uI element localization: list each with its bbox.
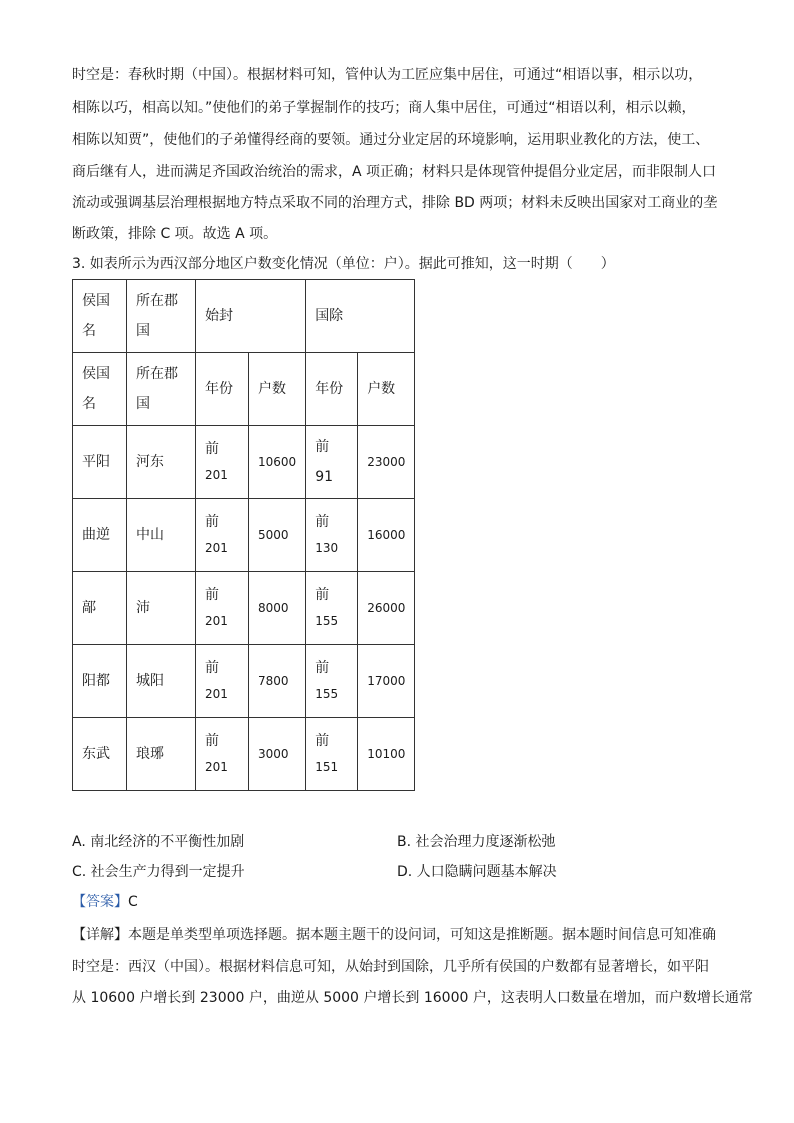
cell-start-households: 8000 — [249, 572, 306, 645]
cell-start-households: 5000 — [249, 499, 306, 572]
intro-line-1: 时空是：春秋时期（中国）。根据材料可知，管仲认为工匠应集中居住，可通过“相语以事，相示以功， — [72, 67, 703, 83]
intro-line-5: 流动或强调基层治理根据地方特点采取不同的治理方式，排除 BD 两项；材料未反映出国家对工商业的垄 — [72, 195, 718, 211]
header-commandery: 所在郡 国 — [127, 280, 196, 353]
option-d: D. 人口隐瞒问题基本解决 — [397, 864, 557, 880]
cell-name: 东武 — [73, 718, 127, 791]
cell-commandery: 中山 — [127, 499, 196, 572]
cell-start-households: 7800 — [249, 645, 306, 718]
subheader-commandery: 所在郡 国 — [127, 353, 196, 426]
cell-end-year: 前 151 — [306, 718, 358, 791]
cell-commandery: 城阳 — [127, 645, 196, 718]
cell-end-year: 前 155 — [306, 645, 358, 718]
intro-line-3: 相陈以知贾”，使他们的子弟懂得经商的要领。通过分业定居的环境影响，运用职业教化的方法，使工、 — [72, 132, 710, 148]
subheader-end-households: 户数 — [358, 353, 415, 426]
cell-end-year: 前 91 — [306, 426, 358, 499]
detail-text-1: 本题是单类型单项选择题。据本题主题干的设问词，可知这是推断题。据本题时间信息可知准确 — [128, 927, 716, 943]
option-b: B. 社会治理力度逐渐松弛 — [397, 834, 556, 850]
detail-line-1 — [72, 925, 716, 945]
answer-label: 【答案】 — [72, 894, 128, 910]
table-header-row-1 — [73, 280, 415, 353]
cell-end-households: 26000 — [358, 572, 415, 645]
table-row — [73, 718, 415, 791]
cell-start-households: 10600 — [249, 426, 306, 499]
subheader-start-year: 年份 — [196, 353, 249, 426]
option-c: C. 社会生产力得到一定提升 — [72, 864, 245, 880]
cell-commandery: 琅琊 — [127, 718, 196, 791]
cell-end-year: 前 155 — [306, 572, 358, 645]
table-header-row-2 — [73, 353, 415, 426]
table-row — [73, 572, 415, 645]
answer-value: C — [128, 894, 138, 910]
cell-end-households: 10100 — [358, 718, 415, 791]
cell-start-year: 前 201 — [196, 718, 249, 791]
subheader-start-households: 户数 — [249, 353, 306, 426]
cell-end-households: 23000 — [358, 426, 415, 499]
table-row — [73, 499, 415, 572]
header-abolition: 国除 — [306, 280, 415, 353]
question-stem: 3. 如表所示为西汉部分地区户数变化情况（单位：户）。据此可推知，这一时期（ ） — [72, 256, 615, 272]
detail-line-2: 时空是：西汉（中国）。根据材料信息可知，从始封到国除，几乎所有侯国的户数都有显著增长，如平阳 — [72, 959, 709, 975]
cell-name: 阳都 — [73, 645, 127, 718]
detail-label: 【详解】 — [72, 927, 128, 943]
subheader-end-year: 年份 — [306, 353, 358, 426]
cell-start-year: 前 201 — [196, 426, 249, 499]
cell-start-year: 前 201 — [196, 645, 249, 718]
cell-name: 鄗 — [73, 572, 127, 645]
intro-line-2: 相陈以巧，相高以知。”使他们的弟子掌握制作的技巧；商人集中居住，可通过“相语以利，相示以赖， — [72, 100, 696, 116]
cell-name: 曲逆 — [73, 499, 127, 572]
cell-start-year: 前 201 — [196, 499, 249, 572]
cell-start-households: 3000 — [249, 718, 306, 791]
header-initial-enfeoffment: 始封 — [196, 280, 306, 353]
detail-line-3: 从 10600 户增长到 23000 户，曲逆从 5000 户增长到 16000 户，这表明人口数量在增加，而户数增长通常 — [72, 990, 753, 1006]
cell-end-year: 前 130 — [306, 499, 358, 572]
option-a: A. 南北经济的不平衡性加剧 — [72, 834, 245, 850]
header-marquis-state: 侯国 名 — [73, 280, 127, 353]
answer-line — [72, 892, 138, 912]
cell-start-year: 前 201 — [196, 572, 249, 645]
table-row — [73, 426, 415, 499]
intro-line-4: 商后继有人，进而满足齐国政治统治的需求，A 项正确；材料只是体现管仲提倡分业定居，而非限制人口 — [72, 164, 717, 180]
subheader-marquis-state: 侯国 名 — [73, 353, 127, 426]
intro-line-6: 断政策，排除 C 项。故选 A 项。 — [72, 226, 278, 242]
cell-name: 平阳 — [73, 426, 127, 499]
cell-end-households: 17000 — [358, 645, 415, 718]
cell-commandery: 河东 — [127, 426, 196, 499]
table-row — [73, 645, 415, 718]
household-table — [72, 279, 415, 791]
cell-commandery: 沛 — [127, 572, 196, 645]
cell-end-households: 16000 — [358, 499, 415, 572]
